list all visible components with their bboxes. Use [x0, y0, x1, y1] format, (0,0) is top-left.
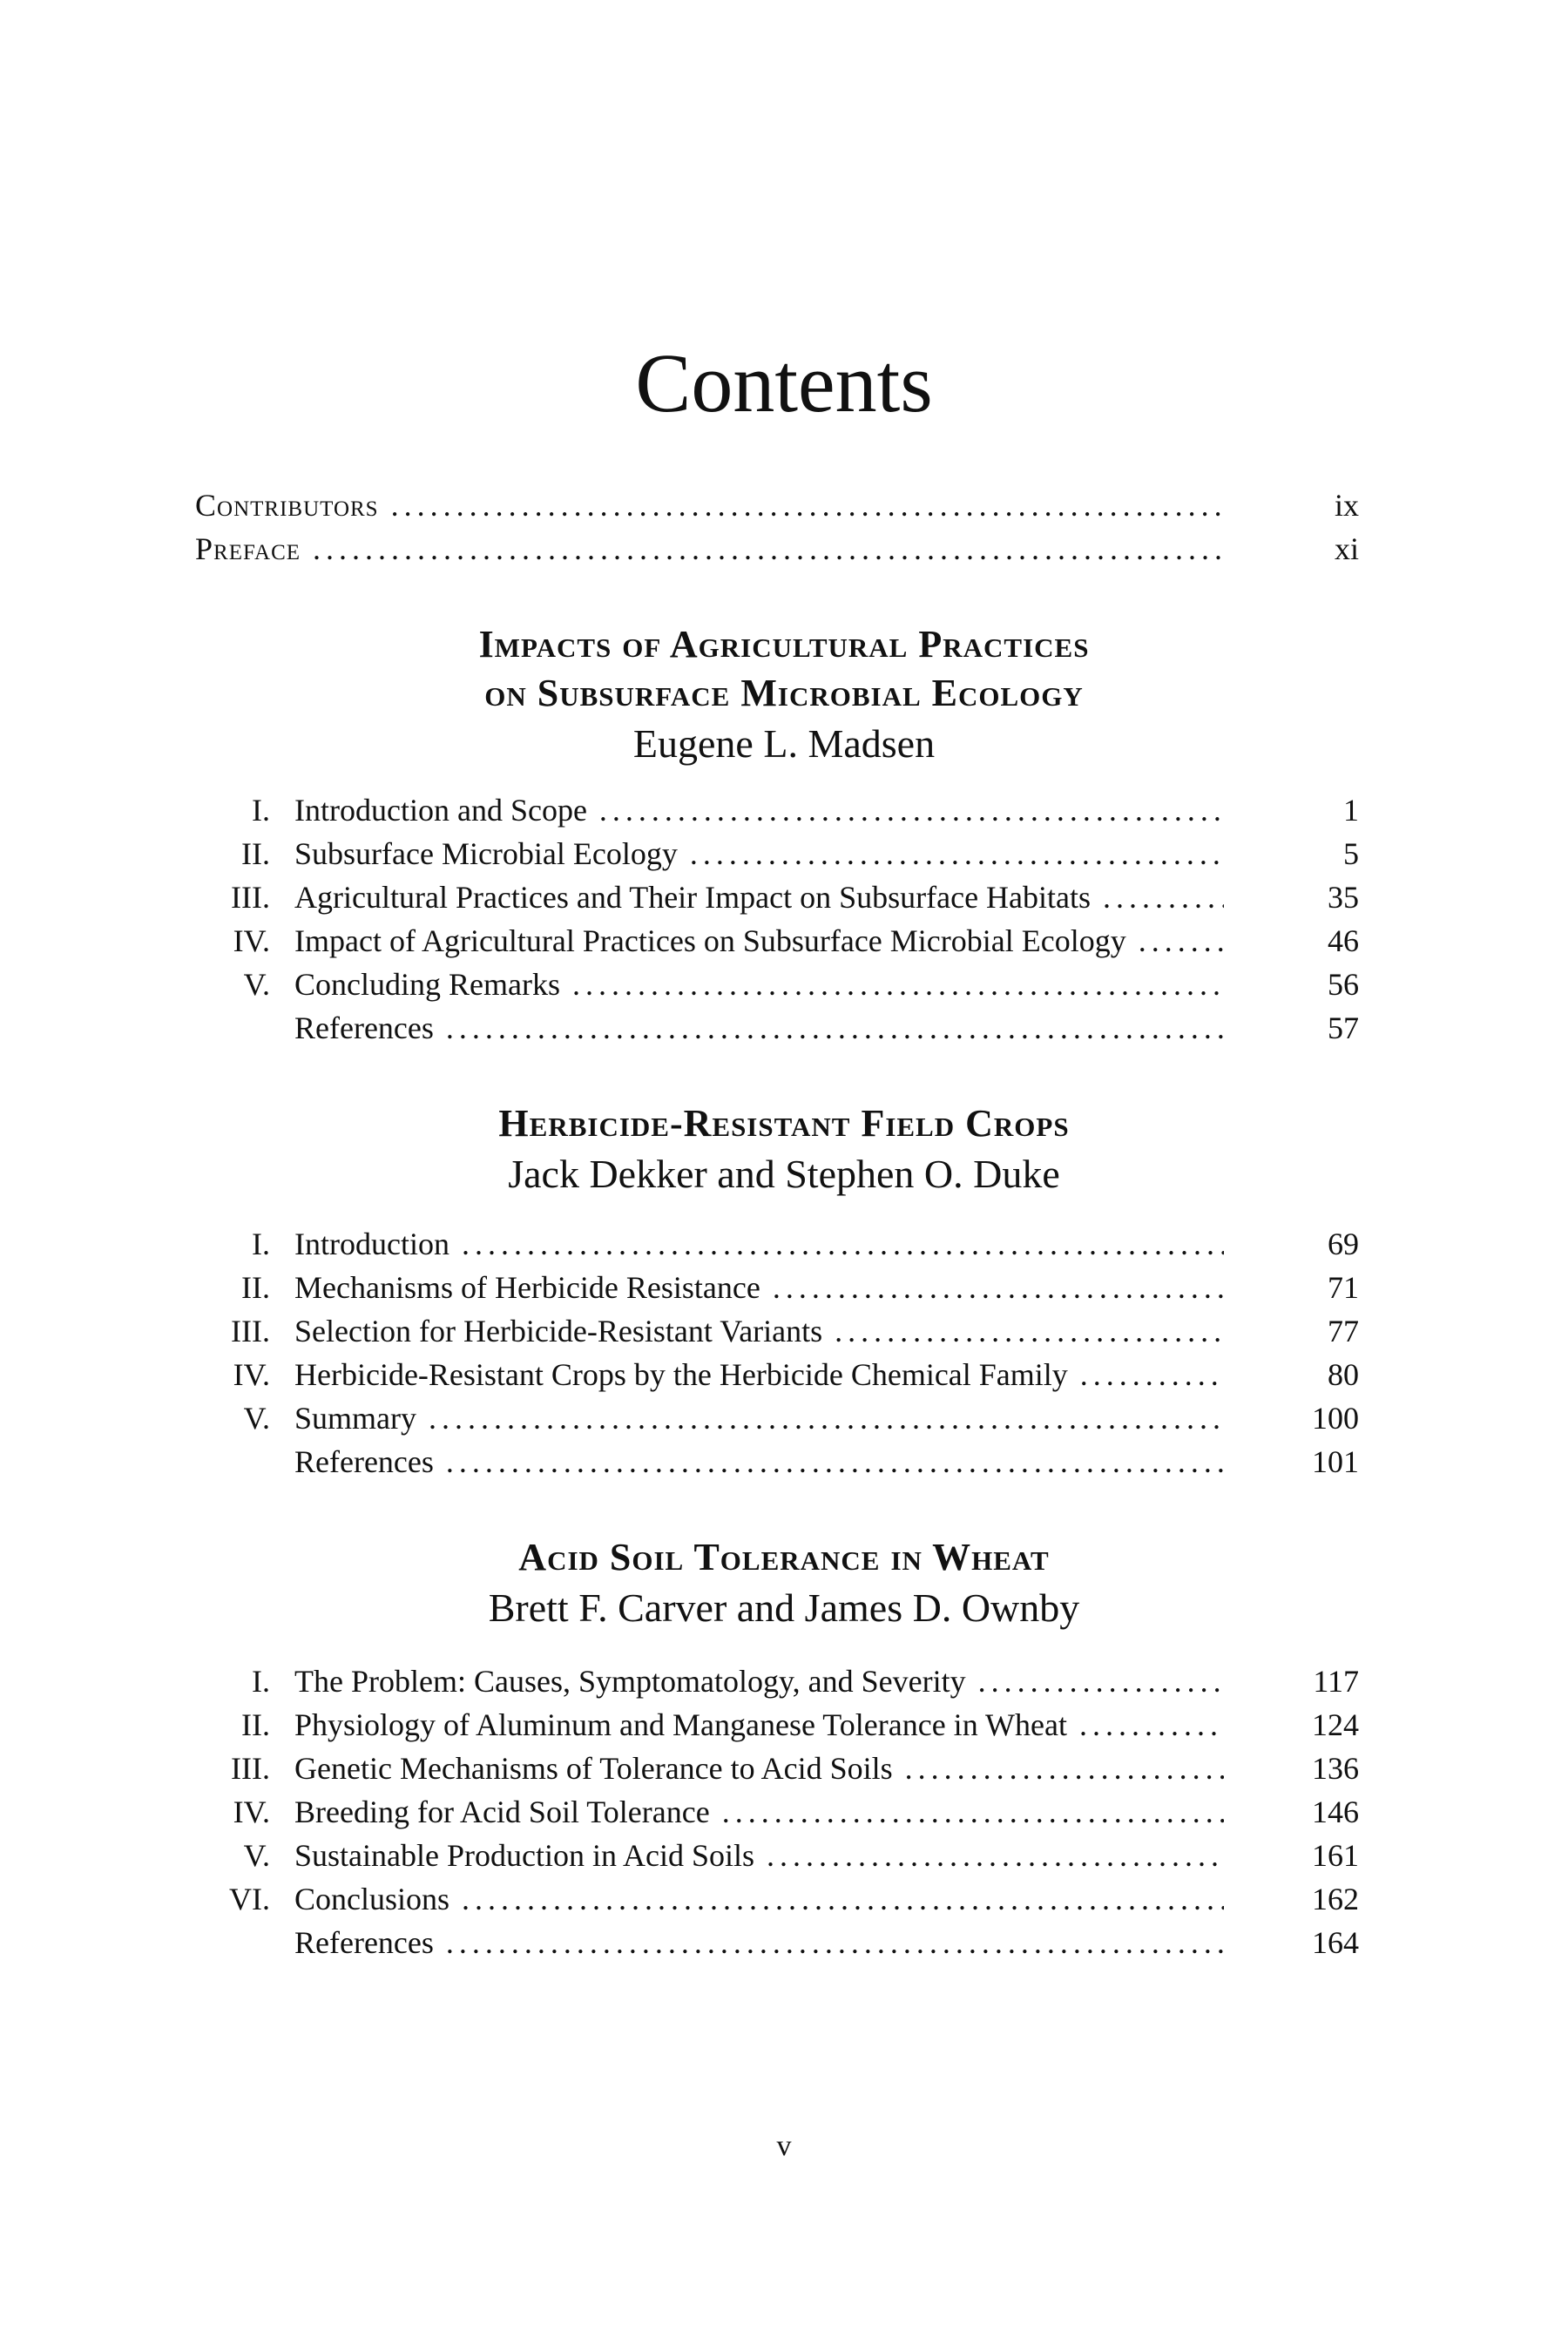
toc-page-number: xi	[1334, 531, 1359, 566]
dot-leader	[599, 788, 1224, 832]
dot-leader	[462, 1877, 1224, 1921]
toc-entry-title-row	[294, 963, 1224, 1006]
toc-entry-title-row	[294, 1659, 1224, 1703]
toc-entry-title: Preface	[195, 531, 301, 566]
toc-entry-title: Introduction and Scope	[294, 793, 587, 828]
toc-entry-title-row	[294, 1790, 1224, 1834]
toc-page-number: 164	[1312, 1925, 1359, 1960]
dot-leader	[1079, 1703, 1224, 1747]
dot-leader	[978, 1659, 1224, 1703]
dot-leader	[767, 1834, 1224, 1877]
page-title: Contents	[635, 336, 933, 429]
toc-entry-title-row	[294, 1396, 1224, 1440]
chapter-title-line: on Subsurface Microbial Ecology	[484, 672, 1084, 714]
toc-entry-title-row	[294, 919, 1224, 963]
section-number: III.	[231, 1314, 270, 1348]
toc-page-number: 161	[1312, 1838, 1359, 1873]
chapter-heading	[0, 1099, 1568, 1200]
toc-entry-title-row	[294, 1747, 1224, 1790]
toc-page-number: 117	[1313, 1664, 1359, 1699]
chapter-author: Eugene L. Madsen	[632, 721, 936, 766]
dot-leader	[1080, 1353, 1224, 1396]
chapter-author: Jack Dekker and Stephen O. Duke	[508, 1152, 1060, 1196]
dot-leader	[722, 1790, 1224, 1834]
toc-entry-title: Sustainable Production in Acid Soils	[294, 1838, 754, 1873]
toc-entry-title-row	[294, 1440, 1224, 1484]
chapter-title-line: Herbicide-Resistant Field Crops	[498, 1102, 1070, 1145]
toc-entry-title: Physiology of Aluminum and Manganese Tolerance in Wheat	[294, 1707, 1067, 1742]
toc-entry-title-row	[294, 1006, 1224, 1050]
toc-entry-title: The Problem: Causes, Symptomatology, and Severity	[294, 1664, 966, 1699]
dot-leader	[313, 527, 1224, 571]
toc-entry-title: Genetic Mechanisms of Tolerance to Acid Soils	[294, 1751, 893, 1786]
toc-entry-title-row	[294, 1834, 1224, 1877]
section-number: VI.	[229, 1882, 270, 1916]
toc-entry-title: Agricultural Practices and Their Impact on Subsurface Habitats	[294, 880, 1092, 915]
section-number: II.	[241, 1707, 270, 1742]
chapter-author: Brett F. Carver and James D. Ownby	[488, 1585, 1080, 1630]
section-number: IV.	[233, 923, 270, 958]
toc-entry-title: Mechanisms of Herbicide Resistance	[294, 1270, 760, 1305]
section-number: II.	[241, 1270, 270, 1305]
toc-page-number: 69	[1328, 1227, 1359, 1261]
dot-leader	[773, 1266, 1224, 1309]
toc-page-number: 1	[1343, 793, 1359, 828]
toc-entry-title-row	[294, 1877, 1224, 1921]
dot-leader	[462, 1222, 1224, 1266]
toc-entry-title: Introduction	[294, 1227, 449, 1261]
toc-entry-title-row	[195, 483, 1224, 527]
dot-leader	[446, 1921, 1224, 1964]
toc-page-number: 100	[1312, 1401, 1359, 1436]
section-number: II.	[241, 836, 270, 871]
toc-entry-title: Herbicide-Resistant Crops by the Herbicide Chemical Family	[294, 1357, 1068, 1392]
toc-page-number: 56	[1328, 967, 1359, 1002]
dot-leader	[429, 1396, 1224, 1440]
dot-leader	[905, 1747, 1224, 1790]
toc-page-number: 80	[1328, 1357, 1359, 1392]
toc-page-number: 57	[1328, 1010, 1359, 1045]
chapter-heading	[0, 620, 1568, 770]
toc-page-number: 101	[1312, 1444, 1359, 1479]
toc-entry-title: Subsurface Microbial Ecology	[294, 836, 678, 871]
toc-entry-title: References	[294, 1444, 434, 1479]
section-number: I.	[252, 1227, 270, 1261]
toc-page-number: 146	[1312, 1794, 1359, 1829]
section-number: I.	[252, 1664, 270, 1699]
dot-leader	[446, 1006, 1224, 1050]
toc-page-number: ix	[1334, 488, 1359, 523]
toc-entry-title-row	[294, 788, 1224, 832]
dot-leader	[446, 1440, 1224, 1484]
dot-leader	[391, 483, 1224, 527]
chapter-heading	[0, 1533, 1568, 1634]
toc-entry-title: Concluding Remarks	[294, 967, 560, 1002]
toc-entry-title: Breeding for Acid Soil Tolerance	[294, 1794, 710, 1829]
toc-page-number: 5	[1343, 836, 1359, 871]
toc-entry-title: Conclusions	[294, 1882, 450, 1916]
toc-entry-title-row	[294, 1309, 1224, 1353]
toc-entry-title-row	[294, 1921, 1224, 1964]
toc-entry-title: References	[294, 1925, 434, 1960]
dot-leader	[1103, 875, 1224, 919]
section-number: I.	[252, 793, 270, 828]
toc-entry-title-row	[195, 527, 1224, 571]
toc-entry-title-row	[294, 875, 1224, 919]
toc-entry-title-row	[294, 832, 1224, 875]
toc-page-number: 46	[1328, 923, 1359, 958]
toc-entry-title-row	[294, 1222, 1224, 1266]
chapter-title-line: Acid Soil Tolerance in Wheat	[518, 1536, 1050, 1578]
dot-leader	[835, 1309, 1224, 1353]
page-folio: v	[776, 2130, 792, 2162]
toc-entry-title: Summary	[294, 1401, 416, 1436]
toc-page-number: 71	[1328, 1270, 1359, 1305]
toc-page-number: 35	[1328, 880, 1359, 915]
toc-entry-title: References	[294, 1010, 434, 1045]
section-number: IV.	[233, 1794, 270, 1829]
toc-entry-title: Contributors	[195, 488, 379, 523]
section-number: V.	[243, 1401, 270, 1436]
section-number: V.	[243, 1838, 270, 1873]
chapter-title-line: Impacts of Agricultural Practices	[478, 623, 1090, 666]
dot-leader	[690, 832, 1224, 875]
toc-entry-title-row	[294, 1703, 1224, 1747]
toc-page-number: 162	[1312, 1882, 1359, 1916]
dot-leader	[1139, 919, 1224, 963]
toc-page-number: 124	[1312, 1707, 1359, 1742]
section-number: III.	[231, 1751, 270, 1786]
toc-entry-title-row	[294, 1266, 1224, 1309]
section-number: V.	[243, 967, 270, 1002]
toc-page-number: 77	[1328, 1314, 1359, 1348]
toc-entry-title-row	[294, 1353, 1224, 1396]
toc-entry-title: Selection for Herbicide-Resistant Variants	[294, 1314, 823, 1348]
toc-entry-title: Impact of Agricultural Practices on Subsurface Microbial Ecology	[294, 923, 1126, 958]
section-number: IV.	[233, 1357, 270, 1392]
toc-page-number: 136	[1312, 1751, 1359, 1786]
dot-leader	[572, 963, 1224, 1006]
section-number: III.	[231, 880, 270, 915]
